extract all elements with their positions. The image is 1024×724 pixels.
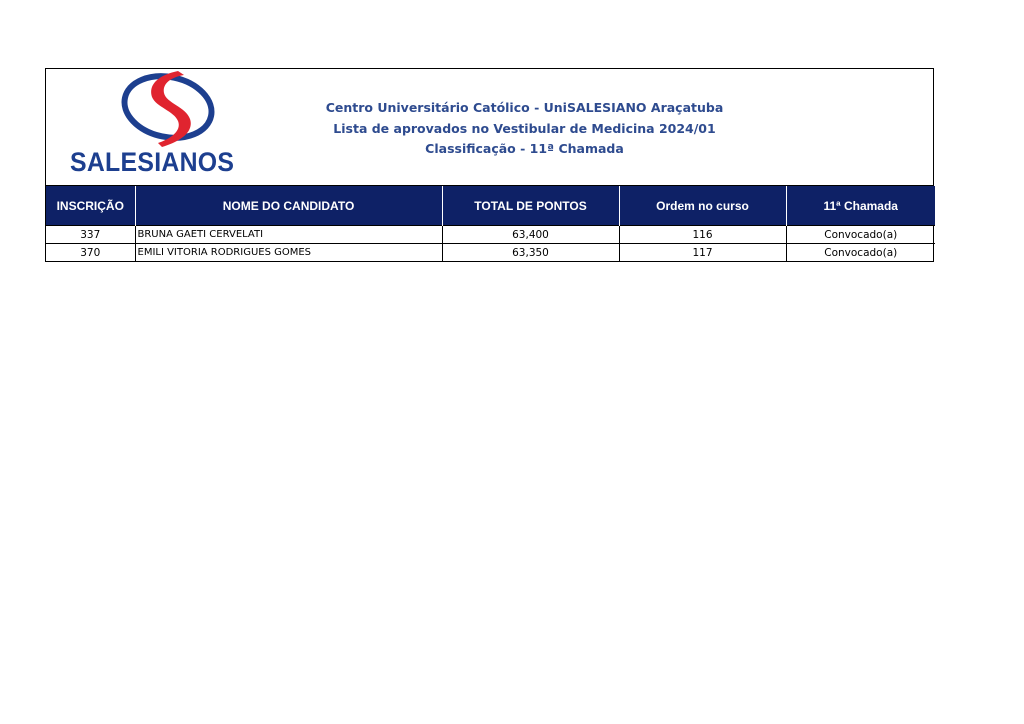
results-sheet [45, 68, 934, 262]
salesianos-logo [66, 69, 235, 181]
table-row [46, 244, 935, 262]
col-header-ordem: Ordem no curso [619, 186, 786, 226]
cell-ordem: 117 [619, 244, 786, 262]
cell-inscricao: 337 [46, 226, 135, 244]
cell-chamada: Convocado(a) [786, 226, 935, 244]
list-title: Lista de aprovados no Vestibular de Medicina 2024/01 [333, 120, 716, 136]
logo-text: SALESIANOS [70, 147, 235, 177]
col-header-pontos: TOTAL DE PONTOS [442, 186, 619, 226]
header-box [46, 69, 933, 186]
col-header-inscricao: INSCRIÇÃO [46, 186, 135, 226]
table-row [46, 226, 935, 244]
cell-nome: EMILI VITORIA RODRIGUES GOMES [135, 244, 442, 262]
table-header-row [46, 186, 935, 226]
cell-pontos: 63,400 [442, 226, 619, 244]
salesianos-s-icon [66, 69, 231, 149]
cell-ordem: 116 [619, 226, 786, 244]
col-header-chamada: 11ª Chamada [786, 186, 935, 226]
cell-nome: BRUNA GAETI CERVELATI [135, 226, 442, 244]
candidates-table [46, 186, 935, 261]
cell-chamada: Convocado(a) [786, 244, 935, 262]
col-header-nome: NOME DO CANDIDATO [135, 186, 442, 226]
institution-title: Centro Universitário Católico - UniSALESIANO Araçatuba [325, 100, 724, 115]
cell-pontos: 63,350 [442, 244, 619, 262]
call-title: Classificação - 11ª Chamada [425, 141, 624, 156]
header-titles [236, 98, 813, 160]
cell-inscricao: 370 [46, 244, 135, 262]
